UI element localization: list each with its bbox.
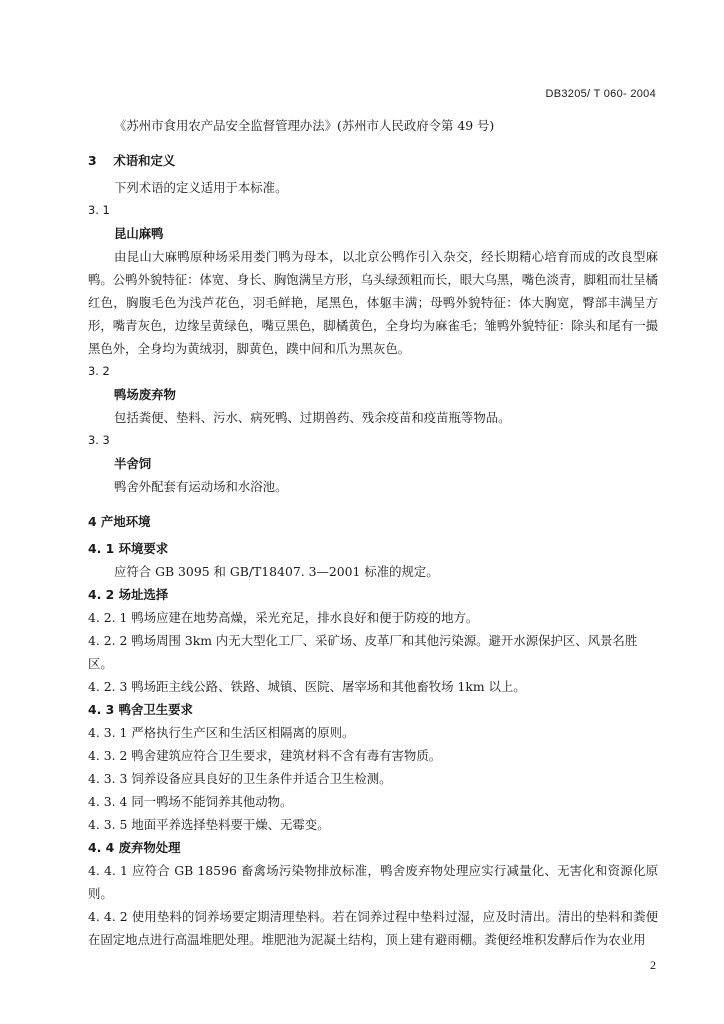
clause-4-3-5: 4. 3. 5 地面平养选择垫料要干燥、无霉变。: [88, 817, 330, 832]
document-body: [88, 114, 658, 951]
section-4-1-body: 应符合 GB 3095 和 GB/T18407. 3—2001 标准的规定。: [114, 564, 439, 579]
term-3-1-title: 昆山麻鸭: [114, 226, 164, 241]
clause-4-2-2: 4. 2. 2 鸭场周围 3km 内无大型化工厂、采矿场、皮革厂和其他污染源。避开水源保护区、风景名胜区。: [88, 633, 638, 671]
clause-4-4-2: 4. 4. 2 使用垫料的饲养场要定期清理垫料。若在饲养过程中垫料过湿，应及时清出。清出的垫料和粪便在固定地点进行高温堆肥处理。堆肥池为泥凝土结构，顶上建有避雨棚。粪便经堆积发酵后作为农业用: [88, 909, 658, 947]
clause-4-3-4: 4. 3. 4 同一鸭场不能饲养其他动物。: [88, 794, 293, 809]
section-4-2-heading: 4. 2 场址选择: [88, 587, 169, 602]
standard-code: DB3205/ T 060- 2004: [545, 88, 656, 100]
section-4-1-heading: 4. 1 环境要求: [88, 541, 169, 556]
clause-4-2-1: 4. 2. 1 鸭场应建在地势高燥，采光充足，排水良好和便于防疫的地方。: [88, 610, 479, 625]
section-3-heading: 3 术语和定义: [88, 153, 176, 168]
clause-4-3-1: 4. 3. 1 严格执行生产区和生活区相隔离的原则。: [88, 725, 355, 740]
term-3-2-number: 3. 2: [88, 364, 110, 378]
section-4-4-heading: 4. 4 废弃物处理: [88, 840, 181, 855]
section-4-heading: 4 产地环境: [88, 514, 151, 529]
reference-line: 《苏州市食用农产品安全监督管理办法》(苏州市人民政府令第 49 号): [114, 118, 495, 133]
clause-4-3-3: 4. 3. 3 饲养设备应具良好的卫生条件并适合卫生检测。: [88, 771, 392, 786]
clause-4-4-1: 4. 4. 1 应符合 GB 18596 畜禽场污染物排放标准，鸭舍废弃物处理应实行减量化、无害化和资源化原则。: [88, 863, 658, 901]
term-3-1-body: 由昆山大麻鸭原种场采用娄门鸭为母本，以北京公鸭作引入杂交，经长期精心培育而成的改良型麻鸭。公鸭外貌特征：体宽、身长、胸饱满呈方形，乌头绿颈粗而长，眼大乌黑，嘴色淡青，脚粗而壮呈橘红色，胸腹毛色为浅芦花色，羽毛鲜艳，尾黑色，体躯丰满；母鸭外貌特征：体大胸宽，臀部丰满呈方形，嘴青灰色，边缘呈黄绿色，嘴豆黑色，脚橘黄色，全身均为麻雀毛；雏鸭外貌特征：除头和尾有一撮黑色外，全身均为黄绒羽，脚黄色，蹼中间和爪为黑灰色。: [88, 249, 658, 356]
section-3-intro: 下列术语的定义适用于本标准。: [114, 180, 288, 195]
term-3-3-body: 鸭舍外配套有运动场和水浴池。: [114, 479, 288, 494]
term-3-2-title: 鸭场废弃物: [114, 387, 176, 402]
term-3-3-number: 3. 3: [88, 433, 110, 447]
term-3-3-title: 半舍饲: [114, 456, 152, 471]
term-3-2-body: 包括粪便、垫料、污水、病死鸭、过期兽药、残余疫苗和疫苗瓶等物品。: [114, 410, 511, 425]
term-3-1-number: 3. 1: [88, 203, 110, 217]
page-number: 2: [650, 958, 656, 972]
clause-4-3-2: 4. 3. 2 鸭舍建筑应符合卫生要求，建筑材料不含有毒有害物质。: [88, 748, 442, 763]
section-4-3-heading: 4. 3 鸭舍卫生要求: [88, 702, 193, 717]
clause-4-2-3: 4. 2. 3 鸭场距主线公路、铁路、城镇、医院、屠宰场和其他畜牧场 1km 以上。: [88, 679, 526, 694]
